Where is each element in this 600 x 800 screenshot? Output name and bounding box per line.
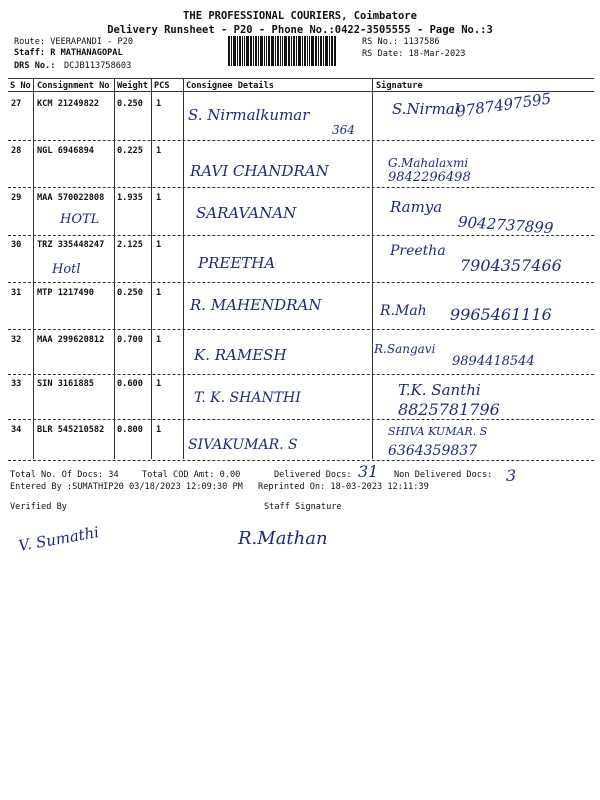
- handwritten-signature: R.Sangavi: [374, 342, 436, 356]
- row-consignment: KCM 21249822: [37, 99, 100, 109]
- handwritten-signature: R.Mah: [380, 303, 427, 319]
- row-consignment: NGL 6946894: [37, 146, 94, 156]
- row-sno: 28: [11, 146, 22, 156]
- row-divider: [8, 282, 594, 283]
- row-pcs: 1: [156, 379, 162, 389]
- handwritten-consignee: RAVI CHANDRAN: [190, 162, 329, 180]
- verifier-signature: V. Sumathi: [17, 523, 101, 555]
- row-consignment: BLR 545210582: [37, 425, 105, 435]
- column-header: Weight: [117, 81, 149, 91]
- column-divider: [183, 78, 184, 459]
- handwritten-phone: 9965461116: [450, 305, 552, 324]
- row-pcs: 1: [156, 335, 162, 345]
- rs-date: RS Date: 18-Mar-2023: [362, 49, 466, 59]
- drs-label: DRS No.:: [14, 61, 56, 71]
- handwritten-consignee-extra: 364: [332, 123, 355, 137]
- handwritten-consignee: R. MAHENDRAN: [190, 296, 322, 314]
- row-divider: [8, 329, 594, 330]
- row-weight: 0.700: [117, 335, 143, 345]
- table-header-rule: [8, 91, 594, 92]
- handwritten-phone: 9787497595: [455, 89, 553, 121]
- barcode: [228, 36, 337, 66]
- total-docs: Total No. Of Docs: 34: [10, 470, 119, 480]
- row-divider: [8, 374, 594, 375]
- row-sno: 29: [11, 193, 22, 203]
- row-consignment: MAA 570022808: [37, 193, 105, 203]
- row-weight: 0.800: [117, 425, 143, 435]
- row-sno: 34: [11, 425, 22, 435]
- row-divider: [8, 187, 594, 188]
- row-weight: 0.250: [117, 288, 143, 298]
- row-pcs: 1: [156, 240, 162, 250]
- non-delivered-value: 3: [506, 466, 517, 485]
- column-divider: [151, 78, 152, 459]
- route-text: Route: VEERAPANDI - P20: [14, 37, 133, 47]
- handwritten-signature: SHIVA KUMAR. S: [388, 425, 488, 438]
- handwritten-signature: Ramya: [390, 198, 443, 216]
- row-divider: [8, 419, 594, 420]
- reprinted-on: Reprinted On: 18-03-2023 12:11:39: [258, 482, 429, 492]
- handwritten-signature: T.K. Santhi: [398, 381, 481, 399]
- column-header: Consignment No: [37, 81, 110, 91]
- handwritten-signature: Preetha: [390, 243, 446, 259]
- row-sno: 31: [11, 288, 22, 298]
- row-weight: 0.225: [117, 146, 143, 156]
- row-pcs: 1: [156, 146, 162, 156]
- staff-text: Staff: R MATHANAGOPAL: [14, 48, 123, 58]
- row-sno: 32: [11, 335, 22, 345]
- handwritten-consignee: S. Nirmalkumar: [188, 106, 310, 124]
- handwritten-consignee: SIVAKUMAR. S: [188, 437, 298, 453]
- table-bottom-rule: [8, 460, 594, 461]
- handwritten-note: HOTL: [60, 212, 100, 227]
- row-sno: 33: [11, 379, 22, 389]
- total-cod: Total COD Amt: 0.00: [142, 470, 241, 480]
- row-weight: 0.600: [117, 379, 143, 389]
- row-consignment: MAA 299620812: [37, 335, 105, 345]
- row-weight: 1.935: [117, 193, 143, 203]
- row-consignment: TRZ 335448247: [37, 240, 105, 250]
- handwritten-phone: 9842296498: [388, 170, 471, 185]
- column-divider: [372, 78, 373, 459]
- handwritten-consignee: K. RAMESH: [194, 346, 287, 364]
- row-consignment: SIN 3161885: [37, 379, 94, 389]
- column-header: Signature: [376, 81, 423, 91]
- column-header: Consignee Details: [186, 81, 274, 91]
- row-divider: [8, 235, 594, 236]
- handwritten-phone: 9042737899: [457, 212, 554, 238]
- row-weight: 0.250: [117, 99, 143, 109]
- row-sno: 30: [11, 240, 22, 250]
- document-title: THE PROFESSIONAL COURIERS, Coimbatore: [183, 10, 417, 22]
- handwritten-signature: G.Mahalaxmi: [388, 156, 469, 170]
- column-header: PCS: [154, 81, 170, 91]
- rs-number: RS No.: 1137586: [362, 37, 440, 47]
- verified-by-label: Verified By: [10, 502, 67, 512]
- handwritten-phone: 8825781796: [398, 400, 500, 419]
- row-pcs: 1: [156, 425, 162, 435]
- column-divider: [114, 78, 115, 459]
- handwritten-consignee: PREETHA: [198, 254, 276, 272]
- row-pcs: 1: [156, 193, 162, 203]
- handwritten-note: Hotl: [52, 262, 81, 277]
- row-pcs: 1: [156, 99, 162, 109]
- handwritten-consignee: SARAVANAN: [196, 204, 297, 222]
- document-subtitle: Delivery Runsheet - P20 - Phone No.:0422-3505555 - Page No.:3: [107, 24, 493, 36]
- delivered-value: 31: [358, 462, 379, 481]
- row-sno: 27: [11, 99, 22, 109]
- handwritten-signature: S.Nirmal: [392, 100, 460, 118]
- entered-by: Entered By :SUMATHIP20 03/18/2023 12:09:30 PM: [10, 482, 243, 492]
- row-consignment: MTP 1217490: [37, 288, 94, 298]
- staff-signature-label: Staff Signature: [264, 502, 342, 512]
- handwritten-phone: 9894418544: [452, 354, 535, 369]
- staff-signature: R.Mathan: [238, 528, 328, 549]
- row-divider: [8, 140, 594, 141]
- column-header: S No: [10, 81, 31, 91]
- delivered-label: Delivered Docs:: [274, 470, 352, 480]
- handwritten-phone: 6364359837: [388, 443, 478, 459]
- handwritten-consignee: T. K. SHANTHI: [194, 390, 301, 406]
- row-pcs: 1: [156, 288, 162, 298]
- handwritten-phone: 7904357466: [460, 256, 562, 275]
- column-divider: [33, 78, 34, 459]
- non-delivered-label: Non Delivered Docs:: [394, 470, 493, 480]
- row-weight: 2.125: [117, 240, 143, 250]
- drs-value: DCJB113758603: [64, 61, 132, 71]
- table-top-rule: [8, 78, 594, 79]
